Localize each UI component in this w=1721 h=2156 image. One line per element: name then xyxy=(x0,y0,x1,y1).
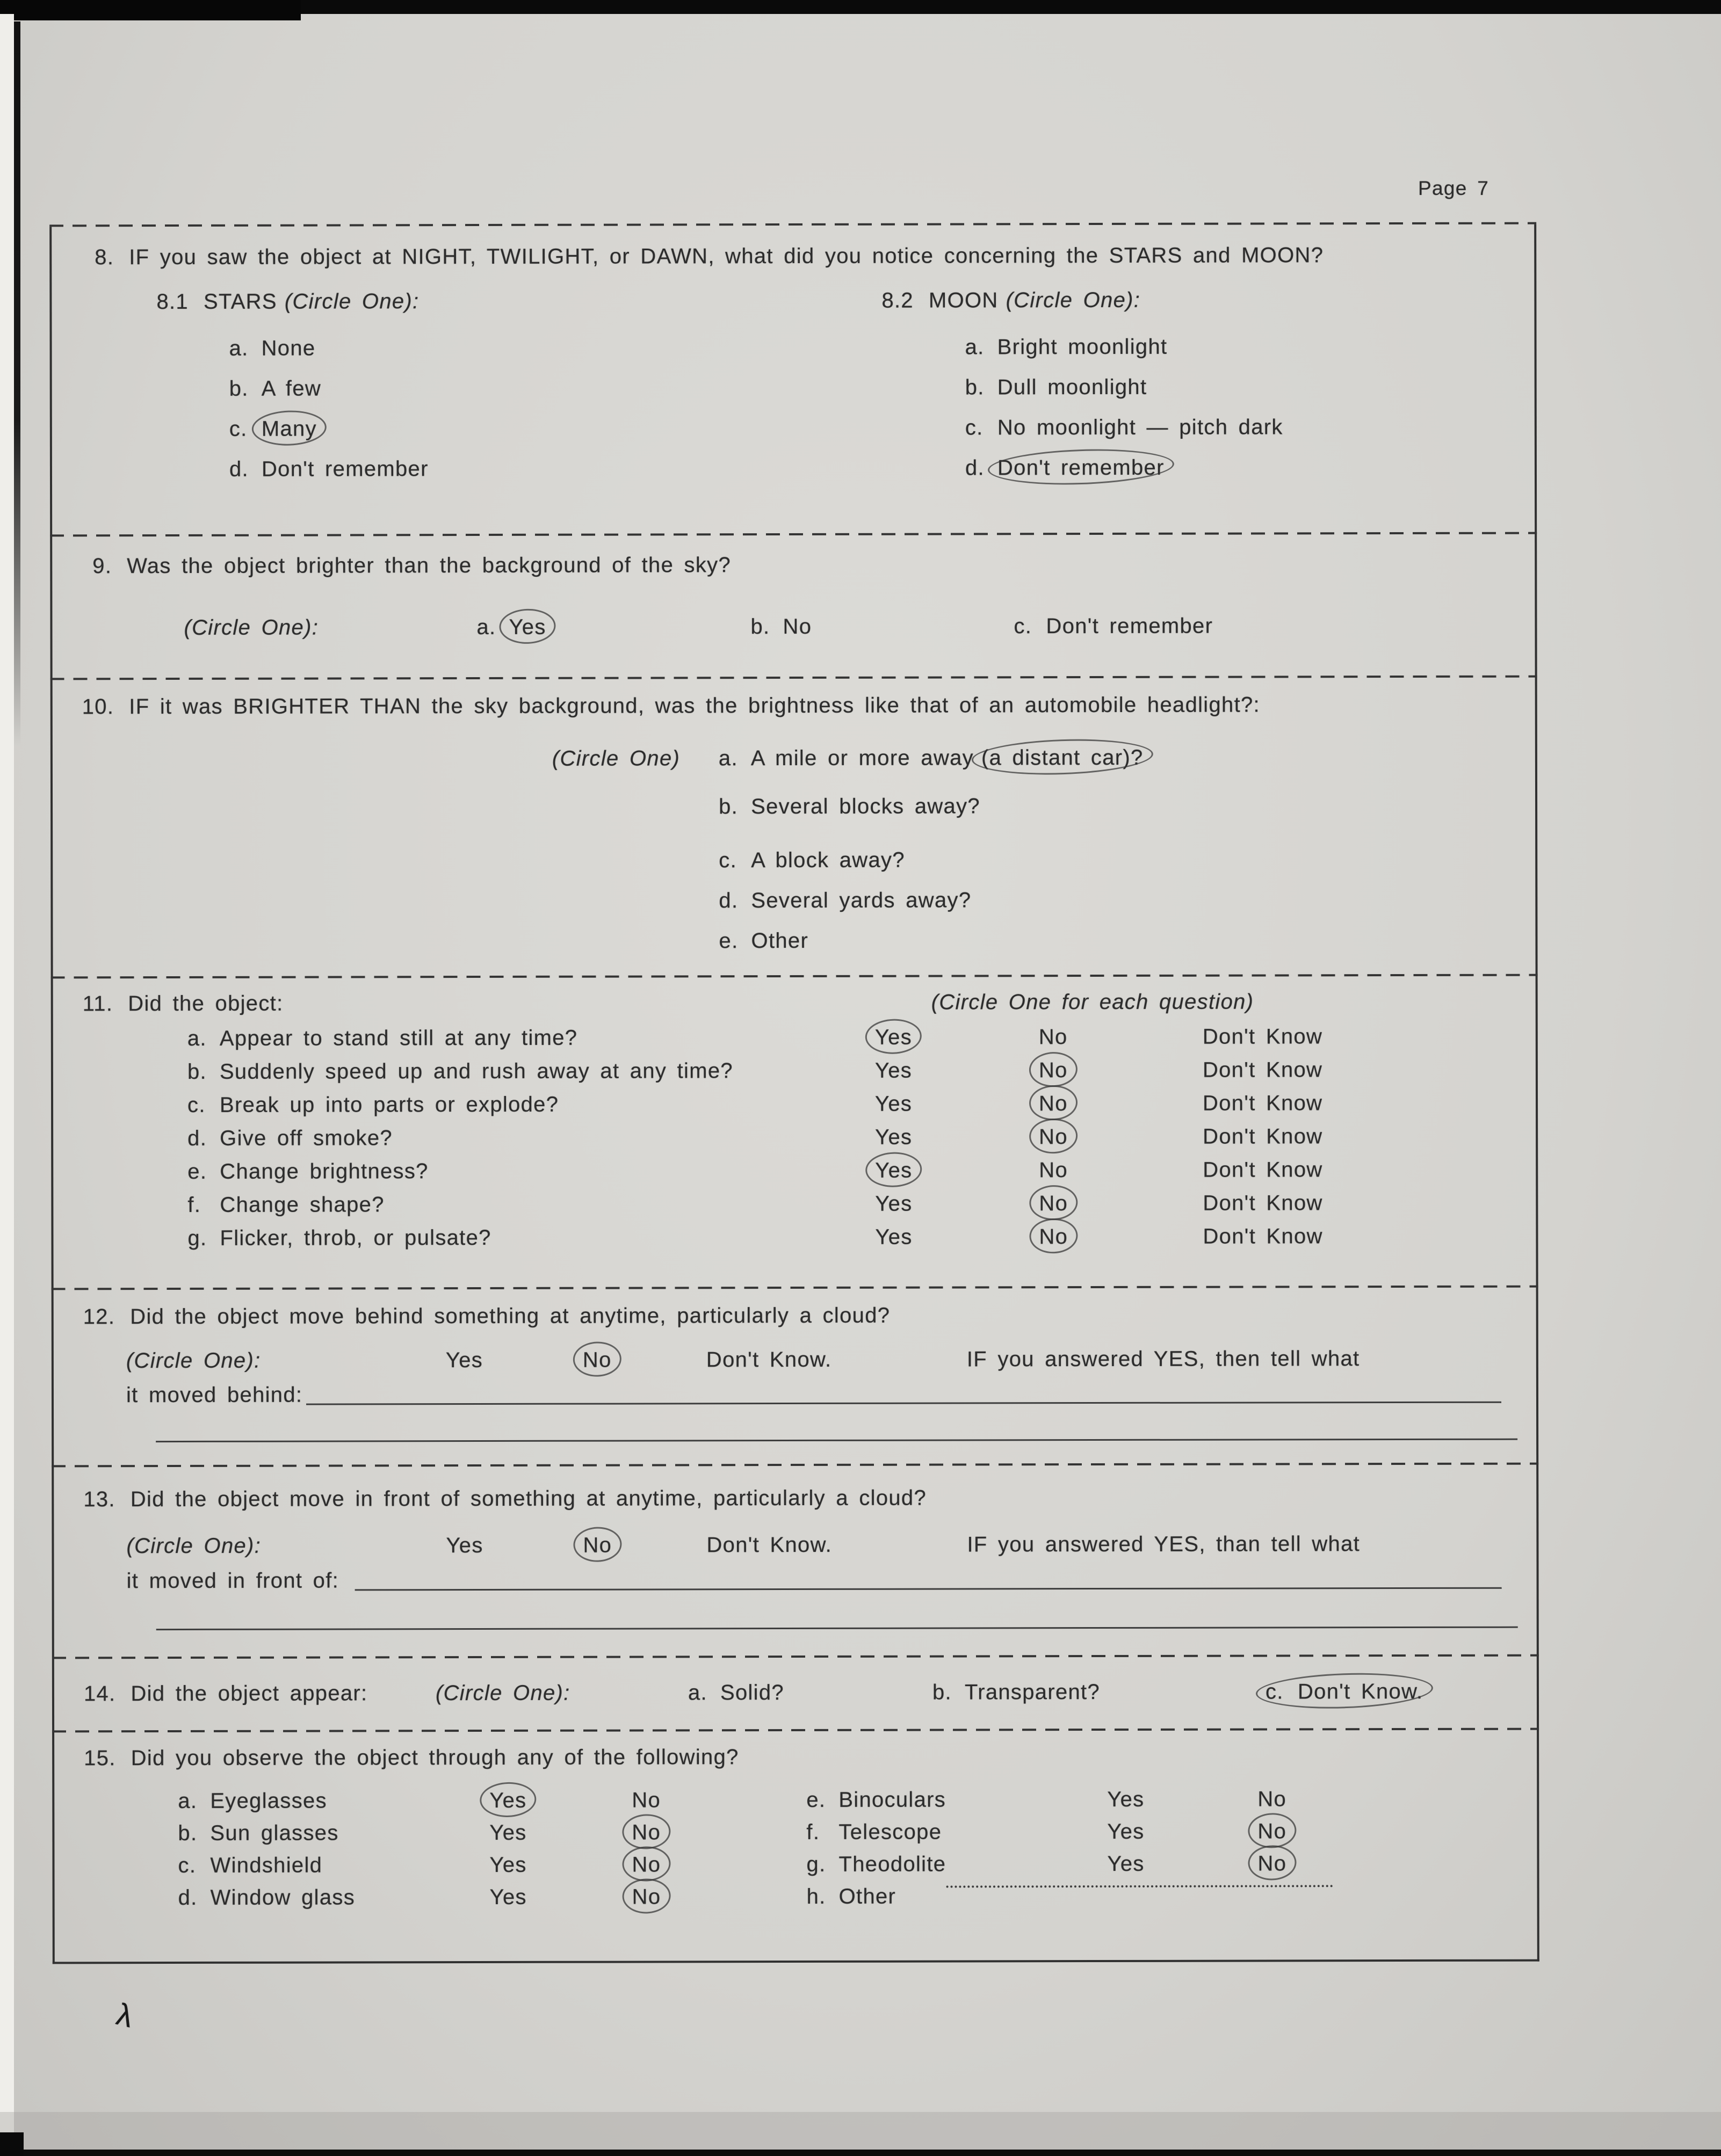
q11-row-d-no xyxy=(1039,1125,1068,1149)
answer-dont-know: Don't Know. xyxy=(706,1347,832,1372)
q8-moon-heading xyxy=(881,288,1140,313)
option-label: Don't remember xyxy=(1046,614,1213,638)
q9-title-row xyxy=(92,553,731,578)
answer-yes: Yes xyxy=(1107,1852,1145,1876)
answer-dont-know: Don't Know xyxy=(1203,1191,1323,1215)
q8-number: 8. xyxy=(95,245,114,270)
option-label: Several yards away? xyxy=(751,888,972,913)
q11-row-b-no xyxy=(1039,1058,1068,1083)
option-letter: a. xyxy=(965,335,985,359)
q15-item-a-no xyxy=(632,1788,661,1812)
option-label: A few xyxy=(261,376,322,401)
q8-moon-option-a xyxy=(965,335,1168,360)
q15-item-a xyxy=(178,1789,327,1813)
q15-item-a-yes xyxy=(489,1789,526,1813)
q8-stars-label: STARS xyxy=(203,289,277,314)
option-label: Theodolite xyxy=(838,1852,946,1876)
q11-row-c-yes xyxy=(875,1092,912,1116)
option-label: Windshield xyxy=(210,1853,323,1877)
q13-if-yes-text: IF you answered YES, than tell what xyxy=(967,1532,1361,1557)
q15-item-d-no xyxy=(632,1885,661,1909)
option-label: Other xyxy=(751,928,809,953)
option-letter: c. xyxy=(719,848,737,873)
option-letter: c. xyxy=(187,1093,206,1117)
answer-no: No xyxy=(1257,1819,1287,1843)
q15-item-b-yes xyxy=(489,1821,526,1845)
q11-row-b-dk xyxy=(1203,1058,1322,1082)
q15-item-d xyxy=(178,1885,355,1910)
q8-moon-option-c xyxy=(965,415,1283,440)
option-letter: d. xyxy=(178,1885,198,1910)
q11-row-a-no xyxy=(1039,1025,1068,1049)
q15-item-d-yes xyxy=(490,1885,527,1910)
option-label: Binoculars xyxy=(838,1788,946,1812)
option-letter: c. xyxy=(965,416,984,440)
option-letter: f. xyxy=(806,1820,820,1844)
q15-number: 15. xyxy=(84,1746,116,1770)
q14-circle-note: (Circle One): xyxy=(435,1681,570,1705)
scan-edge-left xyxy=(0,14,14,2156)
scan-edge-bottom-band xyxy=(0,2112,1721,2150)
option-label: Don't remember xyxy=(997,455,1165,480)
q11-title-row xyxy=(83,992,284,1017)
option-letter: b. xyxy=(965,375,985,400)
question-text: Change shape? xyxy=(220,1193,385,1217)
q12-circle-note: (Circle One): xyxy=(126,1348,261,1373)
q11-row-e-yes xyxy=(875,1159,912,1183)
option-letter: g. xyxy=(187,1226,207,1250)
answer-no: No xyxy=(583,1533,612,1557)
section-q14 xyxy=(54,1656,1537,1732)
q10-number: 10. xyxy=(82,695,114,719)
answer-dont-know: Don't Know xyxy=(1202,1058,1323,1082)
option-letter: g. xyxy=(806,1852,826,1876)
section-divider xyxy=(49,222,1536,227)
q8-stars-number: 8.1 xyxy=(156,289,189,314)
q11-row-f-question xyxy=(187,1193,384,1217)
question-text: Change brightness? xyxy=(220,1159,429,1184)
option-label: Don't Know. xyxy=(1297,1679,1423,1704)
q11-row-e-dk xyxy=(1203,1158,1322,1182)
answer-no: No xyxy=(632,1820,661,1845)
option-label: Telescope xyxy=(838,1820,942,1844)
q10-circle-note: (Circle One) xyxy=(552,746,681,771)
answer-dont-know: Don't Know. xyxy=(706,1533,833,1557)
question-text: Break up into parts or explode? xyxy=(219,1092,559,1117)
option-letter: d. xyxy=(719,889,739,913)
q12-no xyxy=(583,1348,612,1373)
option-letter: b. xyxy=(229,376,249,401)
answer-yes: Yes xyxy=(489,1853,527,1877)
q15-item-b xyxy=(178,1821,338,1846)
q15-item-b-no xyxy=(632,1820,661,1845)
option-letter: a. xyxy=(187,1026,207,1050)
answer-yes: Yes xyxy=(446,1534,483,1558)
q9-title: Was the object brighter than the background of the sky? xyxy=(127,553,732,578)
q15-item-e xyxy=(806,1788,946,1812)
section-q10 xyxy=(53,677,1536,978)
option-letter: b. xyxy=(750,615,770,639)
option-label: A mile or more away xyxy=(750,746,974,771)
q14-option-b xyxy=(932,1680,1100,1705)
q11-title: Did the object: xyxy=(128,991,284,1016)
answer-no: No xyxy=(632,1885,661,1909)
handwritten-mark: λ xyxy=(113,1997,138,2035)
option-label-extra: (a distant car)? xyxy=(981,745,1144,770)
answer-yes: Yes xyxy=(489,1885,527,1909)
q8-stars-option-a xyxy=(229,337,316,361)
q8-title: IF you saw the object at NIGHT, TWILIGHT, or DAWN, what did you notice concerning the STARS and MOON? xyxy=(129,243,1324,270)
q14-option-a xyxy=(688,1681,784,1705)
q13-tail-text: it moved in front of: xyxy=(126,1569,339,1593)
q15-item-g-no xyxy=(1257,1852,1286,1876)
q14-title: Did the object appear: xyxy=(131,1681,368,1706)
option-label: Eyeglasses xyxy=(210,1789,327,1813)
q11-row-a-dk xyxy=(1203,1025,1322,1049)
q12-number: 12. xyxy=(83,1305,115,1329)
q11-row-f-dk xyxy=(1203,1191,1322,1215)
option-letter: b. xyxy=(187,1059,207,1084)
answer-yes: Yes xyxy=(875,1192,913,1216)
section-q13 xyxy=(54,1464,1537,1658)
answer-no: No xyxy=(1038,1058,1068,1083)
q14-option-c xyxy=(1266,1680,1423,1704)
answer-yes: Yes xyxy=(1107,1819,1145,1843)
q12-title: Did the object move behind something at anytime, particularly a cloud? xyxy=(130,1303,891,1329)
option-letter: c. xyxy=(178,1853,197,1878)
answer-yes: Yes xyxy=(875,1158,913,1182)
option-label: Other xyxy=(838,1884,896,1908)
option-circled-group xyxy=(1266,1680,1423,1704)
scan-edge-bottom-left xyxy=(0,2132,24,2156)
option-label: A block away? xyxy=(751,848,905,873)
q8-stars-heading xyxy=(156,289,419,314)
q15-item-g-yes xyxy=(1107,1852,1144,1876)
answer-no: No xyxy=(1038,1025,1068,1049)
q8-moon-option-b xyxy=(965,375,1147,400)
q14-number: 14. xyxy=(83,1682,116,1706)
option-letter: b. xyxy=(178,1821,198,1846)
option-letter: a. xyxy=(229,336,249,360)
q10-option-b xyxy=(719,794,980,819)
q15-item-f-yes xyxy=(1107,1820,1144,1844)
option-label: Sun glasses xyxy=(210,1821,339,1845)
answer-dont-know: Don't Know xyxy=(1203,1224,1323,1248)
q12-tail-text: it moved behind: xyxy=(126,1383,303,1407)
q11-row-c-dk xyxy=(1203,1091,1322,1115)
q15-item-h xyxy=(807,1885,896,1909)
answer-yes: Yes xyxy=(1107,1787,1145,1811)
question-text: Give off smoke? xyxy=(220,1126,393,1150)
section-q11 xyxy=(53,975,1536,1289)
answer-yes: Yes xyxy=(875,1225,913,1249)
option-label: Several blocks away? xyxy=(751,794,980,819)
option-letter: c. xyxy=(1265,1680,1284,1704)
answer-yes: Yes xyxy=(489,1820,527,1845)
question-text: Suddenly speed up and rush away at any time? xyxy=(219,1059,733,1084)
answer-no: No xyxy=(1038,1092,1068,1116)
q13-no xyxy=(583,1534,612,1558)
answer-yes: Yes xyxy=(874,1025,913,1049)
q15-title-row xyxy=(84,1745,739,1770)
q11-row-g-question xyxy=(187,1226,491,1251)
q15-item-f xyxy=(806,1820,942,1845)
scan-edge-left-line xyxy=(14,21,20,746)
scan-edge-top-left xyxy=(0,0,301,20)
q15-other-write-in-line xyxy=(946,1885,1333,1888)
answer-dont-know: Don't Know xyxy=(1203,1124,1323,1149)
option-label: No moonlight — pitch dark xyxy=(997,415,1283,440)
q15-item-c-no xyxy=(632,1853,661,1877)
q15-title: Did you observe the object through any of the following? xyxy=(131,1745,739,1770)
answer-no: No xyxy=(632,1853,661,1877)
q11-row-g-yes xyxy=(875,1225,912,1250)
option-label: Yes xyxy=(509,615,546,639)
question-text: Appear to stand still at any time? xyxy=(219,1026,578,1050)
q8-stars-option-d xyxy=(229,457,429,482)
q10-option-a xyxy=(719,746,1144,771)
answer-no: No xyxy=(632,1788,661,1812)
q11-row-d-dk xyxy=(1203,1124,1322,1149)
q15-item-f-no xyxy=(1257,1819,1286,1843)
question-text: Flicker, throb, or pulsate? xyxy=(220,1225,491,1250)
option-letter: e. xyxy=(806,1788,826,1812)
answer-no: No xyxy=(1039,1125,1068,1149)
answer-yes: Yes xyxy=(874,1092,913,1116)
option-letter: b. xyxy=(932,1680,952,1704)
q13-title-row xyxy=(83,1486,927,1512)
answer-dont-know: Don't Know xyxy=(1203,1158,1323,1182)
answer-no: No xyxy=(1039,1158,1068,1182)
section-q12 xyxy=(54,1287,1537,1467)
option-label: Don't remember xyxy=(261,457,429,481)
q12-if-yes-text: IF you answered YES, then tell what xyxy=(966,1347,1360,1371)
q13-write-in-line-1 xyxy=(355,1587,1502,1591)
option-label: Dull moonlight xyxy=(997,375,1147,400)
q8-title-row xyxy=(95,243,1324,270)
q11-row-a-question xyxy=(187,1026,578,1051)
q13-dk xyxy=(706,1533,832,1557)
q8-stars-option-c xyxy=(229,417,317,441)
q12-write-in-line-1 xyxy=(306,1402,1501,1405)
q9-number: 9. xyxy=(92,554,112,578)
q11-row-b-yes xyxy=(875,1059,912,1083)
answer-no: No xyxy=(1257,1852,1287,1876)
q10-option-c xyxy=(719,848,905,873)
option-letter: c. xyxy=(229,417,248,441)
option-letter: d. xyxy=(229,457,249,481)
q13-title: Did the object move in front of something at anytime, particularly a cloud? xyxy=(130,1486,927,1512)
answer-no: No xyxy=(1039,1225,1068,1249)
q8-stars-circle-note: (Circle One): xyxy=(284,289,420,314)
q9-option-b xyxy=(750,615,812,639)
q15-item-e-yes xyxy=(1107,1788,1144,1812)
q12-write-in-line-2 xyxy=(156,1439,1517,1442)
q12-yes xyxy=(446,1348,483,1373)
q15-item-c-yes xyxy=(489,1853,526,1877)
q15-item-g xyxy=(806,1853,946,1877)
q8-moon-option-d xyxy=(965,456,1165,481)
q11-row-b-question xyxy=(187,1059,733,1084)
q10-title: IF it was BRIGHTER THAN the sky background, was the brightness like that of an automobile headlight?: xyxy=(129,693,1260,719)
answer-no: No xyxy=(582,1348,612,1372)
q8-moon-circle-note: (Circle One): xyxy=(1006,288,1141,313)
option-letter: a. xyxy=(178,1789,198,1813)
q15-item-c xyxy=(178,1854,322,1878)
option-letter: d. xyxy=(965,456,985,480)
q11-row-e-no xyxy=(1039,1158,1068,1182)
q12-title-row xyxy=(83,1304,891,1330)
option-letter: a. xyxy=(718,746,738,771)
q9-circle-note: (Circle One): xyxy=(184,615,319,640)
q10-option-d xyxy=(719,888,971,913)
answer-yes: Yes xyxy=(875,1125,913,1149)
q11-row-c-no xyxy=(1039,1092,1068,1116)
answer-yes: Yes xyxy=(874,1058,913,1083)
q11-row-a-yes xyxy=(875,1026,912,1050)
option-label: None xyxy=(261,336,316,360)
q13-write-in-line-2 xyxy=(156,1627,1518,1630)
section-q15 xyxy=(54,1729,1537,1964)
answer-dont-know: Don't Know xyxy=(1202,1091,1323,1115)
q9-option-c xyxy=(1014,614,1213,639)
option-label: Bright moonlight xyxy=(997,335,1168,359)
answer-dont-know: Don't Know xyxy=(1202,1025,1323,1049)
option-letter: c. xyxy=(1014,614,1032,638)
q8-moon-number: 8.2 xyxy=(881,288,914,313)
option-letter: h. xyxy=(806,1884,826,1908)
q11-row-d-question xyxy=(187,1126,393,1151)
option-letter: e. xyxy=(719,929,739,953)
q11-row-f-no xyxy=(1039,1192,1068,1216)
q8-moon-label: MOON xyxy=(928,288,999,313)
q10-title-row xyxy=(82,693,1260,719)
section-q9 xyxy=(52,533,1535,679)
q11-number: 11. xyxy=(82,992,113,1016)
q11-circle-note: (Circle One for each question) xyxy=(931,990,1254,1014)
q11-row-f-yes xyxy=(875,1192,912,1216)
q11-row-d-yes xyxy=(875,1126,912,1150)
q13-number: 13. xyxy=(83,1487,115,1512)
answer-no: No xyxy=(1039,1192,1068,1216)
option-label: Transparent? xyxy=(964,1680,1101,1704)
section-q8 xyxy=(52,224,1535,536)
answer-no: No xyxy=(1257,1787,1287,1811)
answer-yes: Yes xyxy=(489,1788,527,1812)
q15-item-e-no xyxy=(1257,1787,1286,1811)
option-letter: d. xyxy=(187,1126,207,1150)
option-letter: e. xyxy=(187,1159,207,1184)
questionnaire-form-box xyxy=(49,224,1539,1964)
option-letter: a. xyxy=(688,1681,707,1705)
q10-option-e xyxy=(719,929,808,953)
q9-option-a xyxy=(476,615,546,640)
answer-yes: Yes xyxy=(445,1348,483,1373)
page-number: Page 7 xyxy=(1418,177,1489,199)
q11-row-c-question xyxy=(187,1093,559,1117)
q13-circle-note: (Circle One): xyxy=(126,1534,262,1558)
option-label: Many xyxy=(261,417,317,441)
scan-edge-bottom xyxy=(0,2150,1721,2156)
option-label: No xyxy=(783,614,812,639)
q11-row-e-question xyxy=(187,1159,429,1184)
option-label: Solid? xyxy=(720,1681,784,1705)
option-label: Window glass xyxy=(210,1885,356,1910)
q12-dk xyxy=(706,1348,832,1372)
option-letter: b. xyxy=(719,795,739,819)
q11-row-g-no xyxy=(1039,1225,1068,1249)
option-letter: a. xyxy=(476,615,496,640)
option-letter: f. xyxy=(187,1193,201,1217)
q11-row-g-dk xyxy=(1203,1224,1322,1248)
q14-title-row xyxy=(84,1681,368,1706)
scan-edge-blob xyxy=(1547,0,1606,13)
q13-yes xyxy=(446,1534,483,1558)
q8-stars-option-b xyxy=(229,377,321,401)
